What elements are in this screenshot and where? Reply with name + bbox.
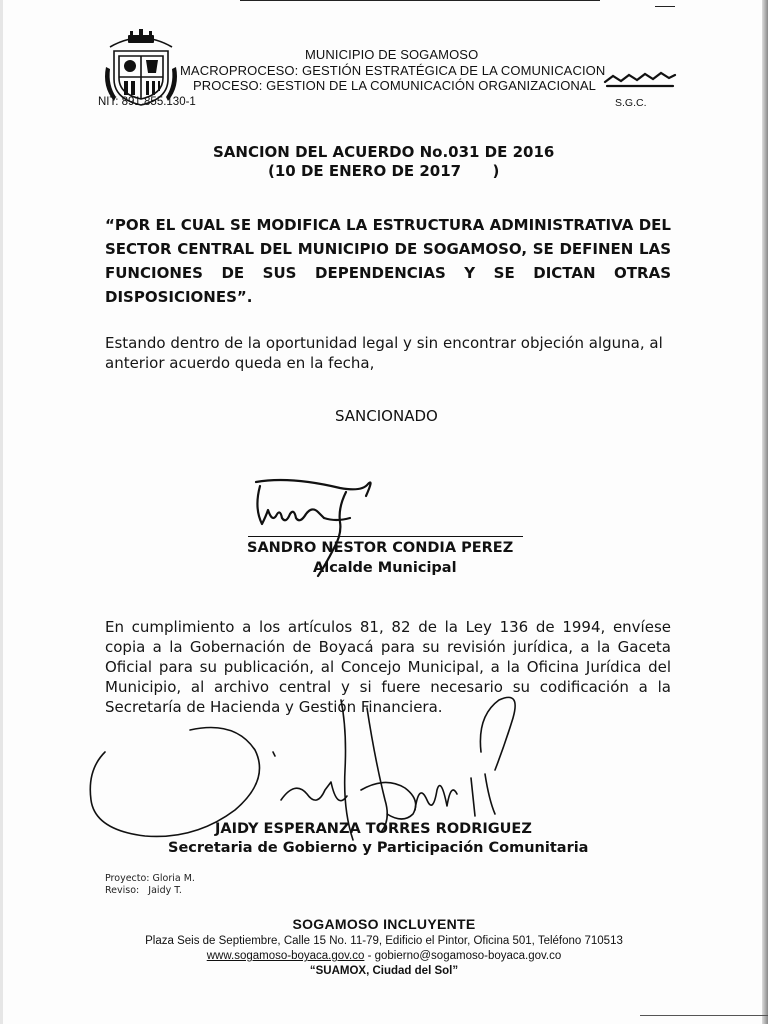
sgc-label: S.G.C. <box>615 97 647 109</box>
mayor-name: SANDRO NESTOR CONDIA PEREZ <box>247 540 514 556</box>
top-border-line-short <box>655 6 675 7</box>
nit-number: NIT: 891.855.130-1 <box>98 96 196 108</box>
header-process: PROCESO: GESTION DE LA COMUNICACIÓN ORGANIZACIONAL <box>193 78 597 93</box>
header-municipality: MUNICIPIO DE SOGAMOSO <box>305 47 479 62</box>
distribution-paragraph: En cumplimiento a los artículos 81, 82 de la Ley 136 de 1994, envíese copia a la Gobernación de Boyacá para su revisión jurídica, a la Gaceta Oficial para su publicación, al Concejo Municipal, a la Oficina Jurídica del Municipio, al archivo central y si fuere necesario su codificación a la Secretaría de Hacienda y Gestión Financiera. <box>105 618 671 716</box>
footer-address: Plaza Seis de Septiembre, Calle 15 No. 11-79, Edificio el Pintor, Oficina 501, Teléfono 710513 <box>145 935 623 947</box>
email-link[interactable]: gobierno@sogamoso-boyaca.gov.co <box>374 950 562 962</box>
scan-right-edge <box>762 0 768 1024</box>
footer-contact <box>0 950 768 962</box>
decree-statement: “POR EL CUAL SE MODIFICA LA ESTRUCTURA ADMINISTRATIVA DEL SECTOR CENTRAL DEL MUNICIPIO DE SOGAMOSO, SE DEFINEN LAS FUNCIONES DE SUS DEPENDENCIAS Y SE DICTAN OTRAS DISPOSICIONES”. <box>105 216 671 306</box>
document-title: SANCION DEL ACUERDO No.031 DE 2016 <box>213 143 555 161</box>
top-border-line <box>240 0 600 1</box>
bottom-border-line <box>640 1015 768 1016</box>
footer-slogan: “SUAMOX, Ciudad del Sol” <box>309 965 459 977</box>
secretary-title: Secretaria de Gobierno y Participación Comunitaria <box>168 840 589 856</box>
reviso-credit: Reviso: Jaidy T. <box>105 885 182 896</box>
sanction-paragraph: Estando dentro de la oportunidad legal y sin encontrar objeción alguna, al anterior acuerdo queda en la fecha, <box>105 334 663 372</box>
mayor-title: Alcalde Municipal <box>313 560 457 576</box>
header-macroprocess: MACROPROCESO: GESTIÓN ESTRATÉGICA DE LA COMUNICACION <box>180 63 606 78</box>
secretary-name: JAIDY ESPERANZA TORRES RODRIGUEZ <box>215 821 532 837</box>
mayor-signature-line <box>248 536 523 537</box>
scan-left-edge <box>0 0 3 1024</box>
proyecto-credit: Proyecto: Gloria M. <box>105 873 195 884</box>
footer-title: SOGAMOSO INCLUYENTE <box>292 916 476 932</box>
document-date: (10 DE ENERO DE 2017 ) <box>268 162 500 180</box>
sancionado-label: SANCIONADO <box>335 407 438 425</box>
sgc-wave-icon <box>603 68 677 94</box>
contact-separator: - <box>364 950 375 962</box>
website-link[interactable]: www.sogamoso-boyaca.gov.co <box>206 950 365 962</box>
